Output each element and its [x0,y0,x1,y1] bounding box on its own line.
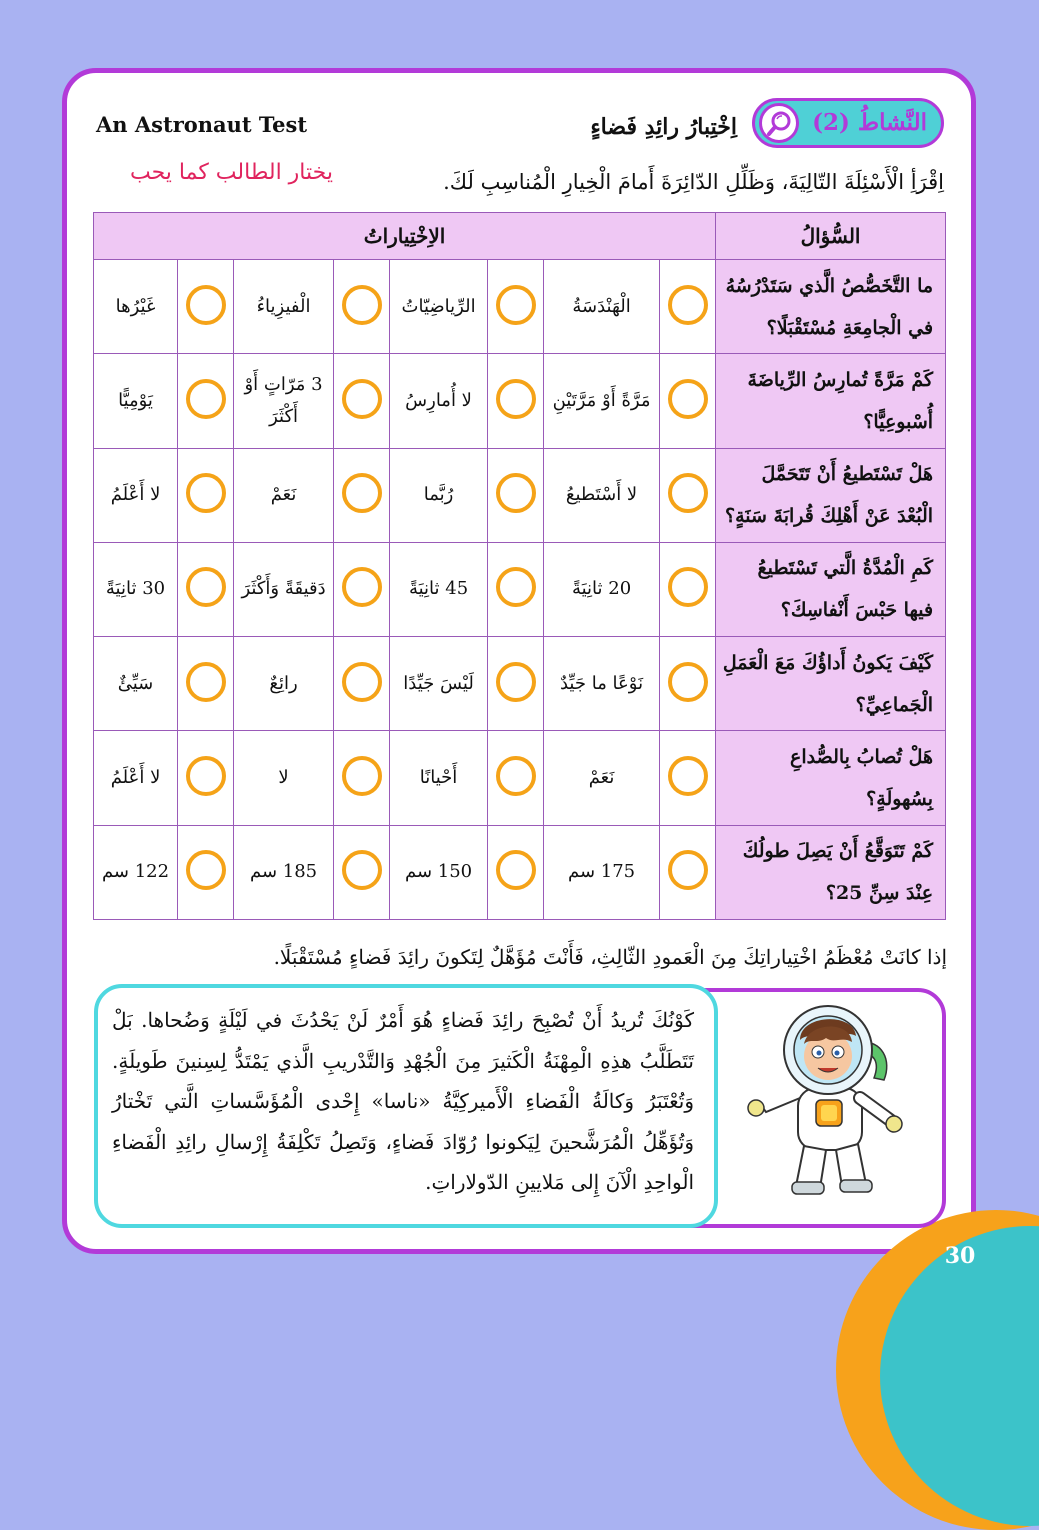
choice-label: نَوْعًا ما جَيِّدٌ [544,637,660,731]
choice-label: 20 ثانِيَةً [544,542,660,636]
choice-circle-cell [660,637,716,731]
choice-circle-cell [178,448,234,542]
choice-circle[interactable] [342,285,382,325]
choice-label: سَيِّئٌ [94,637,178,731]
page-number: 30 [944,1243,976,1269]
choice-label: 3 مَرّاتٍ أَوْ أَكْثَرَ [234,354,334,448]
question-cell: كَمِ الْمُدَّةُ الَّتي تَسْتَطيعُ فيها حَبْسَ أَنْفاسِكَ؟ [716,542,946,636]
choice-circle-cell [660,354,716,448]
choice-circle-cell [334,731,390,825]
choice-circle-cell [334,448,390,542]
choice-circle-cell [334,260,390,354]
choice-circle[interactable] [342,850,382,890]
choice-label: 150 سم [390,825,488,919]
choice-circle[interactable] [668,473,708,513]
choice-circle-cell [488,825,544,919]
choice-label: 45 ثانِيَةً [390,542,488,636]
conclusion-text: إذا كانَتْ مُعْظَمُ اخْتِياراتِكَ مِنَ الْعَمودِ الثّالِثِ، فَأَنْتَ مُؤَهَّلٌ لِتَكونَ رائِدَ فَضاءٍ مُسْتَقْبَلًا. [273,945,947,969]
choice-label: غَيْرُها [94,260,178,354]
choice-circle-cell [488,731,544,825]
choice-circle-cell [660,542,716,636]
choice-circle-cell [488,260,544,354]
arabic-title: اِخْتِبارُ رائِدِ فَضاءٍ [590,114,737,140]
choice-circle-cell [334,354,390,448]
choice-circle[interactable] [668,285,708,325]
teacher-note: يختار الطالب كما يحب [130,160,333,185]
choice-circle[interactable] [496,473,536,513]
choice-label: الْفيزِياءُ [234,260,334,354]
choice-circle-cell [178,354,234,448]
quiz-table [93,212,946,920]
instruction-text: اِقْرَأِ الْأَسْئِلَةَ التّالِيَةَ، وَظَلِّلِ الدّائِرَةَ أَمامَ الْخِيارِ الْمُناسِبِ لَكَ. [443,170,944,194]
question-cell: كَيْفَ يَكونُ أَداؤُكَ مَعَ الْعَمَلِ الْجَماعِيِّ؟ [716,637,946,731]
choice-label: لا أُمارِسُ [390,354,488,448]
choice-label: أَحْيانًا [390,731,488,825]
quiz-row [94,825,946,919]
choice-circle-cell [488,542,544,636]
quiz-row [94,354,946,448]
choice-circle[interactable] [496,379,536,419]
choice-circle[interactable] [186,285,226,325]
choice-circle[interactable] [668,756,708,796]
choice-circle[interactable] [342,662,382,702]
choice-label: لَيْسَ جَيِّدًا [390,637,488,731]
choice-circle[interactable] [496,285,536,325]
choice-circle[interactable] [186,850,226,890]
choice-label: مَرَّةً أَوْ مَرَّتَيْنِ [544,354,660,448]
choice-label: 175 سم [544,825,660,919]
choice-label: 122 سم [94,825,178,919]
choice-circle[interactable] [496,756,536,796]
choice-circle-cell [660,448,716,542]
choice-circle[interactable] [342,756,382,796]
choice-label: رائِعٌ [234,637,334,731]
quiz-row [94,448,946,542]
choice-circle[interactable] [668,567,708,607]
astronaut-illustration [742,1000,912,1200]
choice-circle[interactable] [496,850,536,890]
quiz-row [94,260,946,354]
choice-circle[interactable] [668,850,708,890]
choice-label: الرِّياضِيّاتُ [390,260,488,354]
choice-circle-cell [178,731,234,825]
choice-label: نَعَمْ [544,731,660,825]
question-header: السُّؤالُ [716,213,946,260]
choice-circle[interactable] [668,379,708,419]
choice-circle-cell [660,260,716,354]
choice-label: يَوْمِيًّا [94,354,178,448]
choices-header: الاِخْتِياراتُ [94,213,716,260]
question-cell: هَلْ تُصابُ بِالصُّداعِ بِسُهولَةٍ؟ [716,731,946,825]
question-cell: ما التَّخَصُّصُ الَّذي سَتَدْرُسُهُ في الْجامِعَةِ مُسْتَقْبَلًا؟ [716,260,946,354]
choice-circle-cell [660,825,716,919]
quiz-row [94,731,946,825]
choice-label: 185 سم [234,825,334,919]
choice-circle-cell [334,637,390,731]
choice-circle[interactable] [496,662,536,702]
choice-circle-cell [334,825,390,919]
info-paragraph: كَوْنُكَ تُريدُ أَنْ تُصْبِحَ رائِدَ فَضاءٍ هُوَ أَمْرٌ لَنْ يَحْدُثَ في لَيْلَةٍ وَضُحاها. بَلْ تَتَطَلَّبُ هذِهِ الْمِهْنَةُ الْكَثيرَ مِنَ الْجُهْدِ وَالتَّدْريبِ الَّذي يَمْتَدُّ لِسِنينَ طَويلَةٍ. وَتُعْتَبَرُ وَكالَةُ الْفَضاءِ الْأَميركِيَّةُ «ناسا» إِحْدى الْمُؤَسَّساتِ الَّتي تَخْتارُ وَتُؤَهِّلُ الْمُرَشَّحينَ لِيَكونوا رُوّادَ فَضاءٍ، وَتَصِلُ تَكْلِفَةُ إِرْسالِ رائِدِ الْفَضاءِ الْواحِدِ الْآنَ إِلى مَلايينِ الدّولاراتِ. [94,984,718,1228]
choice-label: رُبَّما [390,448,488,542]
choice-circle[interactable] [496,567,536,607]
choice-circle[interactable] [668,662,708,702]
choice-label: لا أَعْلَمُ [94,448,178,542]
choice-label: 30 ثانِيَةً [94,542,178,636]
choice-label: لا [234,731,334,825]
choice-circle-cell [488,637,544,731]
choice-circle-cell [178,825,234,919]
choice-circle[interactable] [186,567,226,607]
choice-label: لا أَسْتَطيعُ [544,448,660,542]
choice-circle-cell [488,354,544,448]
choice-circle[interactable] [186,662,226,702]
choice-circle-cell [178,637,234,731]
choice-circle-cell [334,542,390,636]
activity-badge [752,98,944,148]
choice-label: دَقيقَةً وَأَكْثَرَ [234,542,334,636]
choice-circle-cell [178,260,234,354]
choice-circle[interactable] [186,379,226,419]
choice-circle[interactable] [342,567,382,607]
choice-circle[interactable] [342,473,382,513]
choice-circle[interactable] [186,756,226,796]
quiz-row [94,637,946,731]
question-cell: كَمْ تَتَوَقَّعُ أَنْ يَصِلَ طولُكَ عِنْدَ سِنِّ 25؟ [716,825,946,919]
activity-label: النَّشاطُ (2) [812,109,927,136]
english-title: An Astronaut Test [96,112,308,137]
magnifier-icon [759,103,799,143]
quiz-row [94,542,946,636]
choice-label: نَعَمْ [234,448,334,542]
choice-circle-cell [488,448,544,542]
question-cell: هَلْ تَسْتَطيعُ أَنْ تَتَحَمَّلَ الْبُعْدَ عَنْ أَهْلِكَ قُرابَةَ سَنَةٍ؟ [716,448,946,542]
choice-label: الْهَنْدَسَةُ [544,260,660,354]
choice-circle-cell [178,542,234,636]
choice-label: لا أَعْلَمُ [94,731,178,825]
choice-circle[interactable] [342,379,382,419]
choice-circle[interactable] [186,473,226,513]
choice-circle-cell [660,731,716,825]
question-cell: كَمْ مَرَّةً تُمارِسُ الرِّياضَةَ أُسْبوعِيًّا؟ [716,354,946,448]
